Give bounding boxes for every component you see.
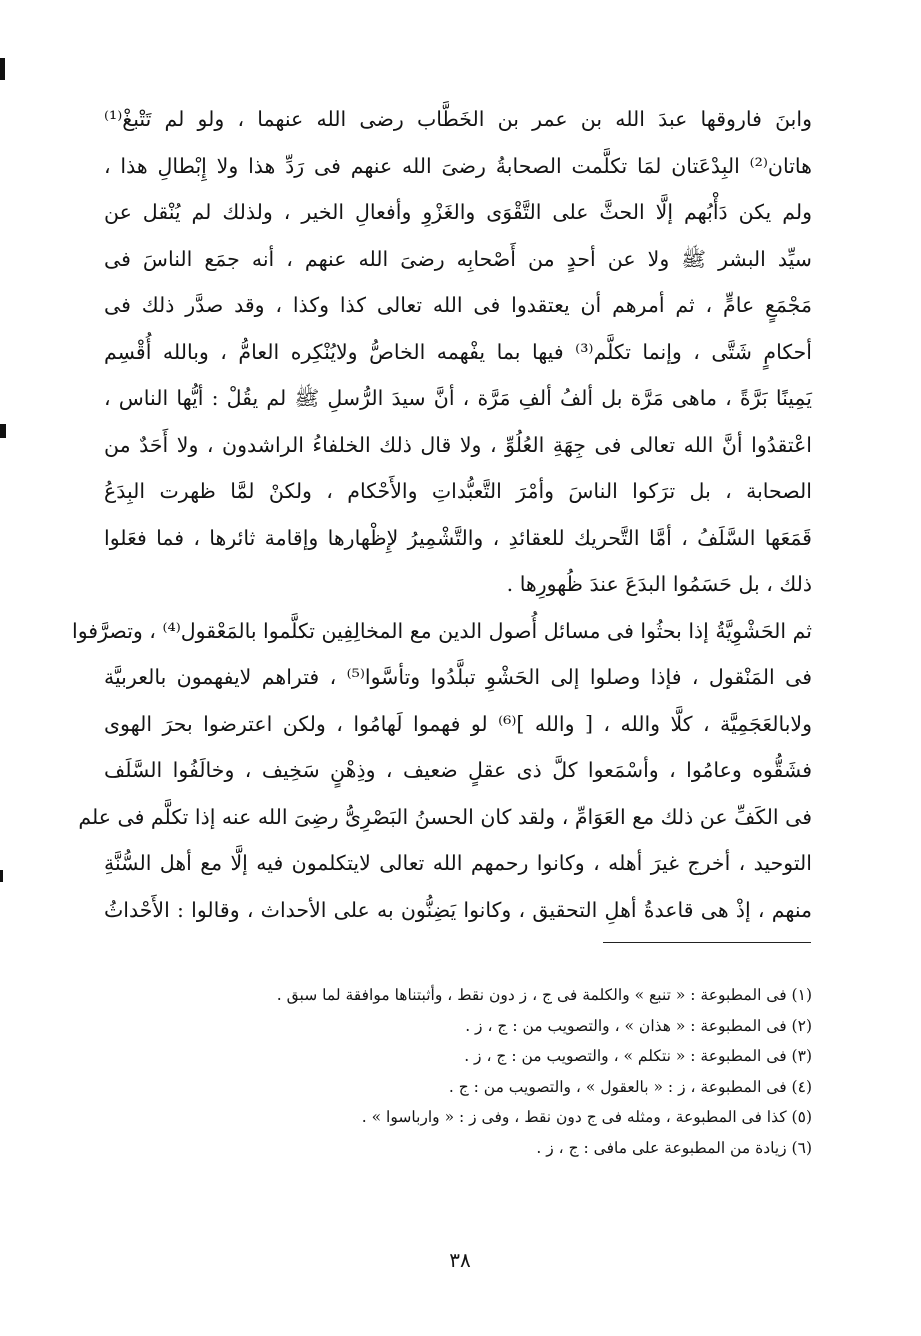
footnote: (٦) زيادة من المطبوعة على مافى : ج ، ز .: [536, 1138, 812, 1157]
text-line: قَمَعَها السَّلَفُ ، أمَّا التَّحريك للعقائدِ ، والتَّشْمِيرُ لإِظْهارها وإقامة ثائرها ، فما فعَلوا: [104, 525, 812, 550]
text-line: فى المَنْقول ، فإذا وصلوا إلى الحَشْوِ تبلَّدُوا وتأسَّوا⁽⁵⁾ ، فتراهم لايفهمون بالعربيَّة: [104, 665, 812, 689]
text-line: سيِّد البشر ﷺ ولا عن أحدٍ من أَصْحابِه رضىَ الله عنهم ، أنه جمَع الناسَ فى: [104, 246, 812, 271]
text-line: وابنَ فاروقها عبدَ الله بن عمر بن الخَطَّاب رضى الله عنهما ، ولو لم تَتْبغْ⁽¹⁾: [104, 107, 812, 131]
footnote: (٤) فى المطبوعة ، ز : « بالعقول » ، والتصويب من : ج .: [448, 1077, 812, 1096]
footnote: (٣) فى المطبوعة : « نتكلم » ، والتصويب من : ج ، ز .: [464, 1047, 812, 1065]
text-line: منهم ، إذْ هى قاعدةُ أهلِ التحقيق ، وكانوا يَضِنُّون به على الأحداث ، وقالوا : الأَحْداثُ: [104, 897, 812, 922]
footnote: (٢) فى المطبوعة : « هذان » ، والتصويب من : ج ، ز .: [465, 1016, 812, 1035]
text-line: ذلك ، بل حَسَمُوا البدَعَ عندَ ظُهورِها .: [506, 572, 812, 596]
text-line: أحكامٍ شَتَّى ، وإنما تكلَّم⁽³⁾ فيها بما يفْهمه الخاصُّ ولايُنْكِره العامُّ ، وبالله أُقْسِم: [104, 339, 813, 364]
text-line: اعْتقدُوا أنَّ الله تعالى فى جِهَةِ العُلُوِّ ، ولا قال ذلك الخلفاءُ الراشدون ، ولا أَحَدٌ من: [104, 432, 812, 457]
footnote: (١) فى المطبوعة : « تنبع » والكلمة فى ج ، ز دون نقط ، وأثبتناها موافقة لما سبق .: [276, 986, 812, 1004]
text-line: ولم يكن دَأْبُهم إلَّا الحثَّ على التَّقْوَى والغَزْوِ وأفعالِ الخير ، ولذلك لم يُنْقل عن: [104, 200, 812, 224]
scan-edge-mark: [0, 58, 5, 80]
text-line: مَجْمَعٍ عامٍّ ، ثم أمرهم أن يعتقدوا فى الله تعالى كذا وكذا ، وقد صدَّر ذلك فى: [104, 293, 812, 317]
footnote-separator: [603, 942, 811, 943]
footnote: (٥) كذا فى المطبوعة ، ومثله فى ج دون نقط ، وفى ز : « وارباسوا » .: [361, 1108, 812, 1126]
text-line: يَمِينًا بَرَّةً ، ماهى مَرَّة بل ألفُ ألفِ مَرَّة ، أنَّ سيدَ الرُّسلِ ﷺ لم يقُلْ : أيُّها الناس ،: [104, 386, 812, 410]
text-line: التوحيد ، أخرج غيرَ أهله ، وكانوا رحمهم الله تعالى لايتكلمون فيه إلَّا مع أهل السُّنَّةِ: [104, 851, 812, 875]
footnotes: [180, 980, 812, 1163]
scan-edge-mark: [0, 870, 3, 882]
text-line: فى الكَفِّ عن ذلك مع العَوَامِّ ، ولقد كان الحسنُ البَصْرِىُّ رضِىَ الله عنه إذا تكلَّم فى علم: [78, 804, 812, 829]
text-line: فشَقُّوه وعامُوا ، وأسْمَعوا كلَّ ذى عقلٍ ضعيف ، وذِهْنٍ سَخِيف ، وخالَفُوا السَّلَف: [104, 758, 812, 782]
text-line: ثم الحَشْوِيَّةُ إذا بحثُوا فى مسائل أُصول الدين مع المخالِفِين تكلَّموا بالمَعْقول⁽⁴⁾ ، وتصرَّفوا: [72, 618, 812, 643]
main-text: [72, 96, 813, 933]
text-line: الصحابة ، بل ترَكوا الناسَ وأمْرَ التَّعبُّداتِ والأَحْكام ، ولكنْ لمَّا ظهرت البِدَعُ: [104, 479, 812, 503]
scan-edge-mark: [0, 424, 6, 438]
page-number: ٣٨: [449, 1248, 471, 1272]
text-line: ولابالعَجَمِيَّة ، كلَّا والله ، [ والله ]⁽⁶⁾ لو فهموا لَهامُوا ، ولكن اعترضوا بحرَ الهوى: [104, 711, 812, 736]
text-line: هاتان⁽²⁾ البِدْعَتان لمَا تكلَّمت الصحابةُ رضىَ الله عنهم فى رَدِّ هذا ولا إِبْطالِ هذا ،: [104, 153, 812, 178]
